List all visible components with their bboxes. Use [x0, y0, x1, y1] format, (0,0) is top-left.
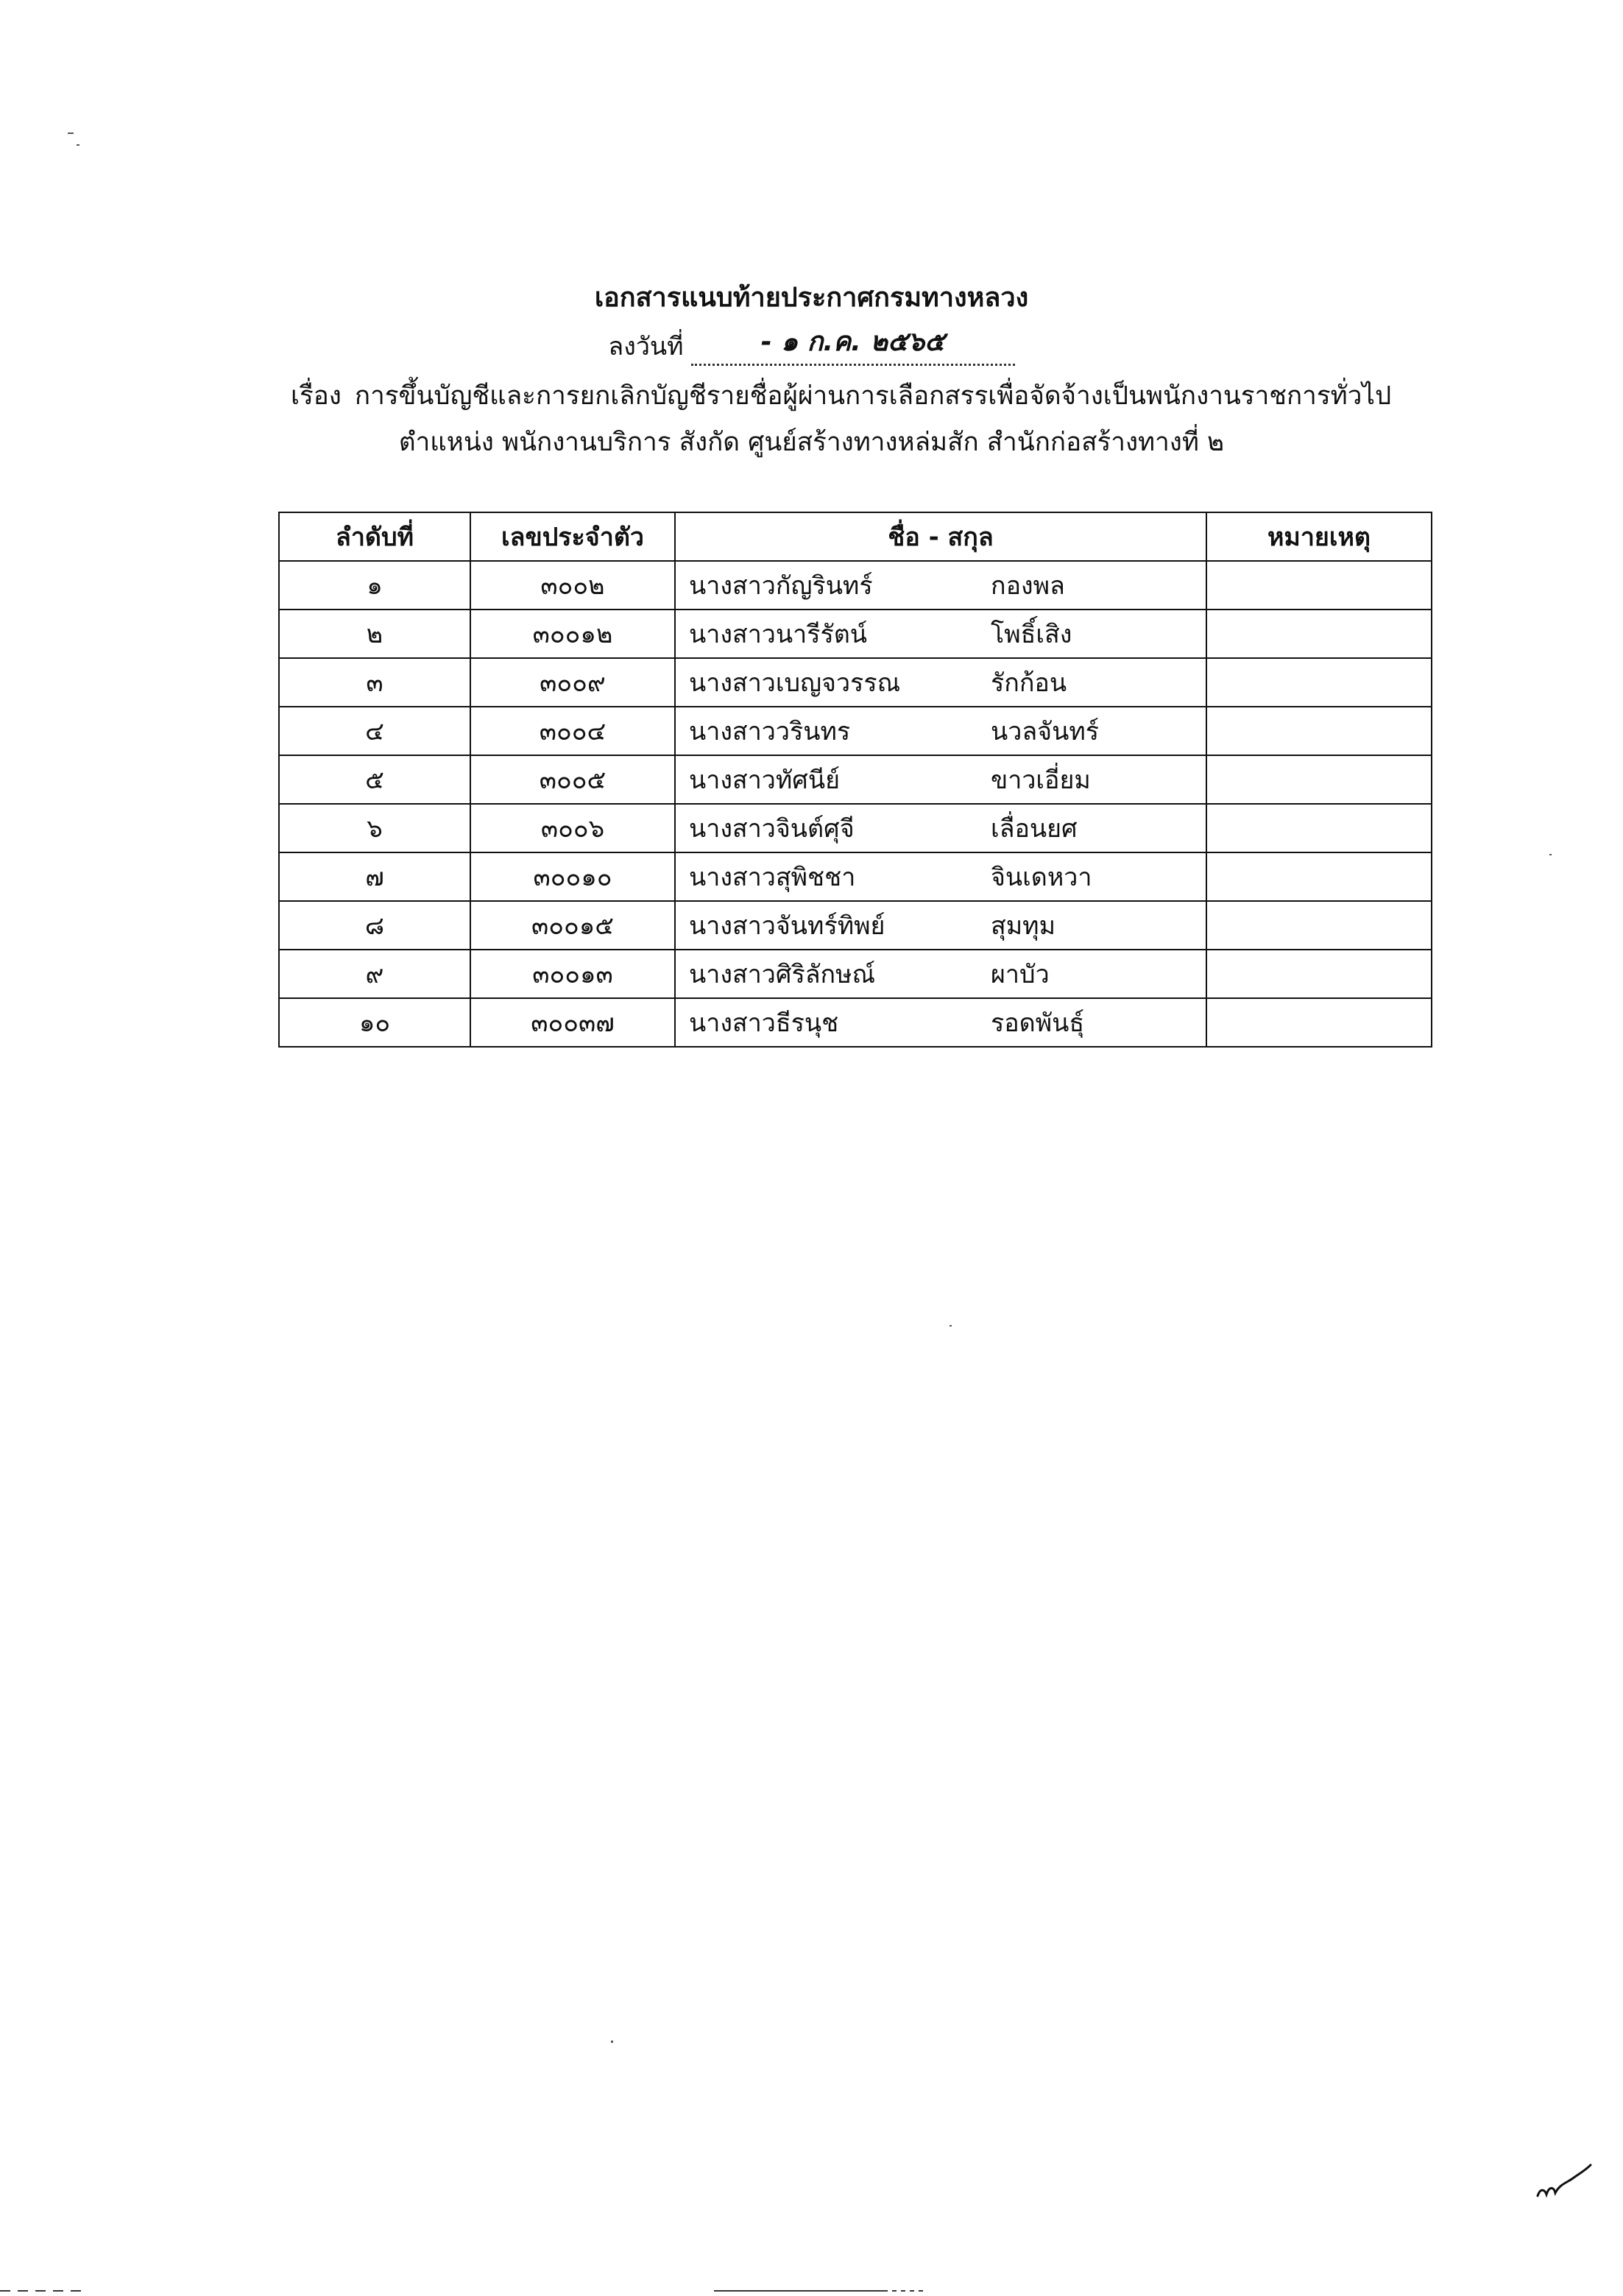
row-first-name: นางสาวศิริลักษณ์ [689, 960, 876, 989]
row-first-name: นางสาวธีรนุช [689, 1009, 839, 1038]
table-row [279, 804, 1432, 852]
row-first-name: นางสาวทัศนีย์ [689, 766, 841, 795]
row-first-name: นางสาวจันทร์ทิพย์ [689, 911, 885, 941]
position-line: ตำแหน่ง พนักงานบริการ สังกัด ศูนย์สร้างทางหล่มสัก สำนักก่อสร้างทางที่ ๒ [398, 428, 1225, 457]
row-note [1206, 707, 1432, 755]
row-last-name: สุมทุม [991, 911, 1056, 941]
row-last-name: ผาบัว [991, 960, 1050, 989]
header-order: ลำดับที่ [279, 512, 470, 561]
row-last-name: นวลจันทร์ [991, 717, 1100, 746]
row-order: ๗ [279, 852, 470, 901]
row-first-name: นางสาวสุพิชชา [689, 863, 856, 892]
row-id: ๓๐๐๔ [470, 707, 675, 755]
row-last-name: กองพล [991, 571, 1065, 601]
date-line [0, 326, 1623, 366]
header-id: เลขประจำตัว [470, 512, 675, 561]
row-id: ๓๐๐๑๒ [470, 610, 675, 658]
row-id: ๓๐๐๓๗ [470, 998, 675, 1047]
row-order: ๘ [279, 901, 470, 950]
subject-label: เรื่อง [291, 381, 342, 411]
table-row [279, 707, 1432, 755]
row-note [1206, 610, 1432, 658]
date-value: - ๑ ก.ค. ๒๕๖๕ [760, 327, 945, 357]
date-label: ลงวันที่ [608, 332, 684, 361]
row-note [1206, 804, 1432, 852]
row-id: ๓๐๐๑๕ [470, 901, 675, 950]
row-name [675, 950, 1206, 998]
row-name [675, 658, 1206, 707]
row-name [675, 755, 1206, 804]
table-row [279, 610, 1432, 658]
table-row [279, 852, 1432, 901]
signature-mark [1535, 2161, 1594, 2205]
subject-line [291, 375, 1391, 416]
row-first-name: นางสาวเบญจวรรณ [689, 668, 901, 698]
roster-table [278, 512, 1432, 1048]
row-last-name: จินเดหวา [991, 863, 1092, 892]
table-row [279, 755, 1432, 804]
row-name [675, 901, 1206, 950]
row-first-name: นางสาวนารีรัตน์ [689, 620, 868, 649]
row-note [1206, 950, 1432, 998]
row-order: ๖ [279, 804, 470, 852]
date-dotted-line [691, 327, 1015, 366]
table-row [279, 561, 1432, 610]
row-last-name: ขาวเอี่ยม [991, 766, 1091, 795]
row-order: ๓ [279, 658, 470, 707]
header-name: ชื่อ - สกุล [675, 512, 1206, 561]
row-name [675, 852, 1206, 901]
row-note [1206, 755, 1432, 804]
row-last-name: รักก้อน [991, 668, 1067, 698]
row-order: ๑๐ [279, 998, 470, 1047]
row-id: ๓๐๐๑๐ [470, 852, 675, 901]
row-last-name: รอดพันธุ์ [991, 1009, 1085, 1038]
row-last-name: โพธิ์เสิง [991, 620, 1072, 649]
header-note: หมายเหตุ [1206, 512, 1432, 561]
row-order: ๕ [279, 755, 470, 804]
row-note [1206, 901, 1432, 950]
row-name [675, 804, 1206, 852]
row-note [1206, 658, 1432, 707]
row-id: ๓๐๐๙ [470, 658, 675, 707]
document-title: เอกสารแนบท้ายประกาศกรมทางหลวง [594, 283, 1029, 313]
row-first-name: นางสาวจินต์ศุจี [689, 814, 855, 844]
row-order: ๔ [279, 707, 470, 755]
row-order: ๒ [279, 610, 470, 658]
row-name [675, 998, 1206, 1047]
table-row [279, 950, 1432, 998]
row-last-name: เลื่อนยศ [991, 814, 1078, 844]
table-header-row [279, 512, 1432, 561]
row-note [1206, 998, 1432, 1047]
row-name [675, 610, 1206, 658]
row-name [675, 707, 1206, 755]
row-order: ๑ [279, 561, 470, 610]
row-order: ๙ [279, 950, 470, 998]
row-first-name: นางสาวกัญรินทร์ [689, 571, 873, 601]
row-note [1206, 561, 1432, 610]
table-row [279, 658, 1432, 707]
row-first-name: นางสาววรินทร [689, 717, 851, 746]
subject-text: การขึ้นบัญชีและการยกเลิกบัญชีรายชื่อผู้ผ่านการเลือกสรรเพื่อจัดจ้างเป็นพนักงานราชการทั่วไป [354, 381, 1392, 411]
table-row [279, 998, 1432, 1047]
row-id: ๓๐๐๒ [470, 561, 675, 610]
row-note [1206, 852, 1432, 901]
row-id: ๓๐๐๕ [470, 755, 675, 804]
table-row [279, 901, 1432, 950]
row-id: ๓๐๐๑๓ [470, 950, 675, 998]
row-name [675, 561, 1206, 610]
row-id: ๓๐๐๖ [470, 804, 675, 852]
